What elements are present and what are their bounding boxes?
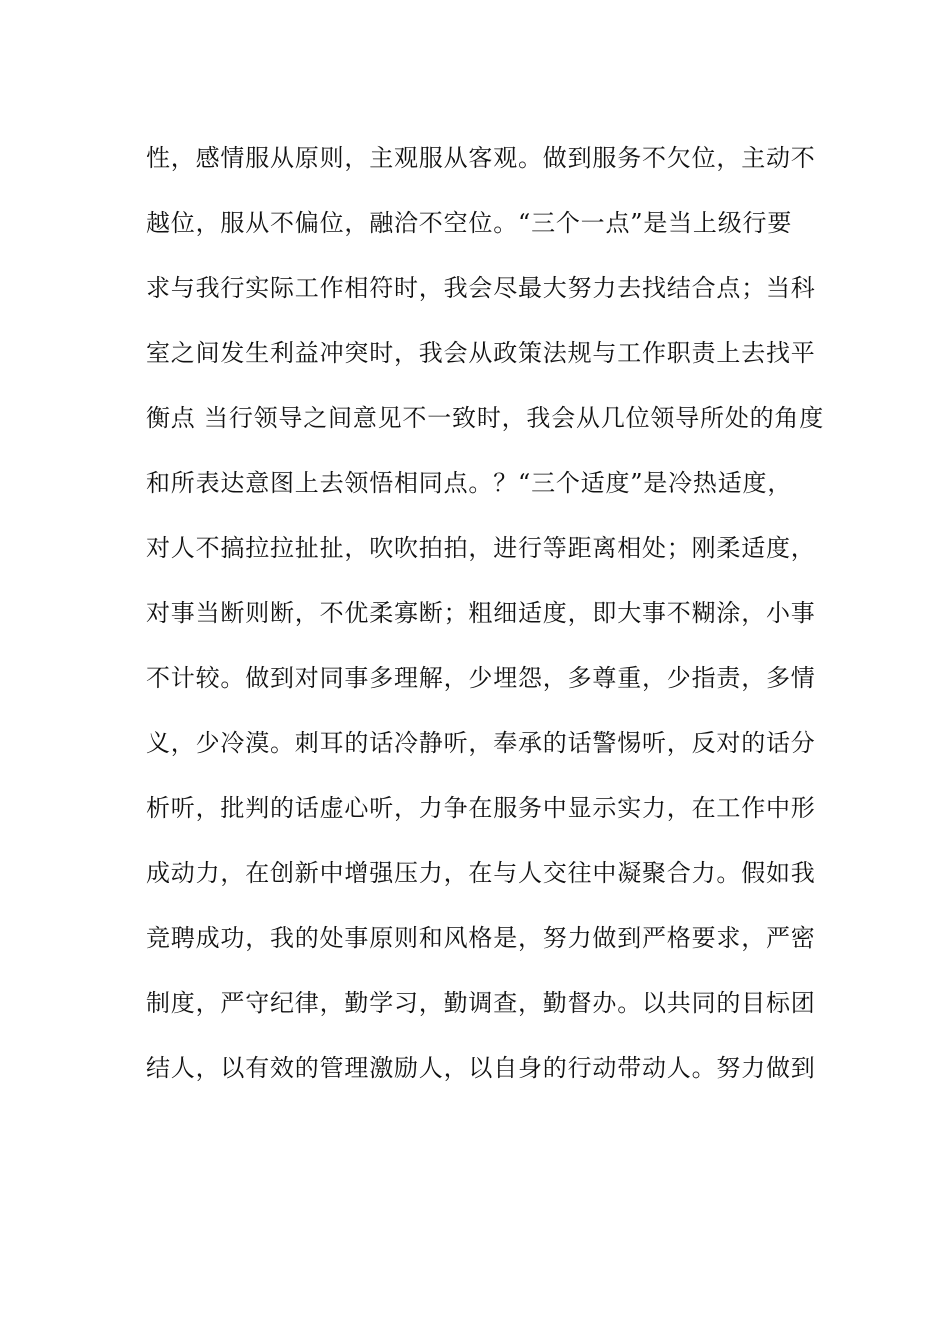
text-line: 不计较。做到对同事多理解，少埋怨，多尊重，少指责，多情 xyxy=(146,664,816,692)
text-line: 成动力，在创新中增强压力，在与人交往中凝聚合力。假如我 xyxy=(146,859,816,887)
text-line: 性，感情服从原则，主观服从客观。做到服务不欠位，主动不 xyxy=(146,144,816,172)
text-line: 越位，服从不偏位，融洽不空位。“三个一点”是当上级行要 xyxy=(146,209,793,237)
text-line: 和所表达意图上去领悟相同点。？“三个适度”是冷热适度， xyxy=(146,469,793,497)
text-line: 析听，批判的话虚心听，力争在服务中显示实力，在工作中形 xyxy=(146,794,816,822)
text-line: 竞聘成功，我的处事原则和风格是，努力做到严格要求，严密 xyxy=(146,924,816,952)
text-line: 衡点 当行领导之间意见不一致时，我会从几位领导所处的角度 xyxy=(146,404,825,432)
text-line: 室之间发生利益冲突时，我会从政策法规与工作职责上去找平 xyxy=(146,339,816,367)
body-text xyxy=(146,126,825,1101)
text-line: 制度，严守纪律，勤学习，勤调查，勤督办。以共同的目标团 xyxy=(146,989,816,1017)
text-line: 对事当断则断，不优柔寡断；粗细适度，即大事不糊涂，小事 xyxy=(146,599,816,627)
text-line: 对人不搞拉拉扯扯，吹吹拍拍，进行等距离相处；刚柔适度， xyxy=(146,534,816,562)
text-line: 义，少冷漠。刺耳的话冷静听，奉承的话警惕听，反对的话分 xyxy=(146,729,816,757)
text-line: 结人，以有效的管理激励人，以自身的行动带动人。努力做到 xyxy=(146,1054,816,1082)
text-line: 求与我行实际工作相符时，我会尽最大努力去找结合点；当科 xyxy=(146,274,816,302)
